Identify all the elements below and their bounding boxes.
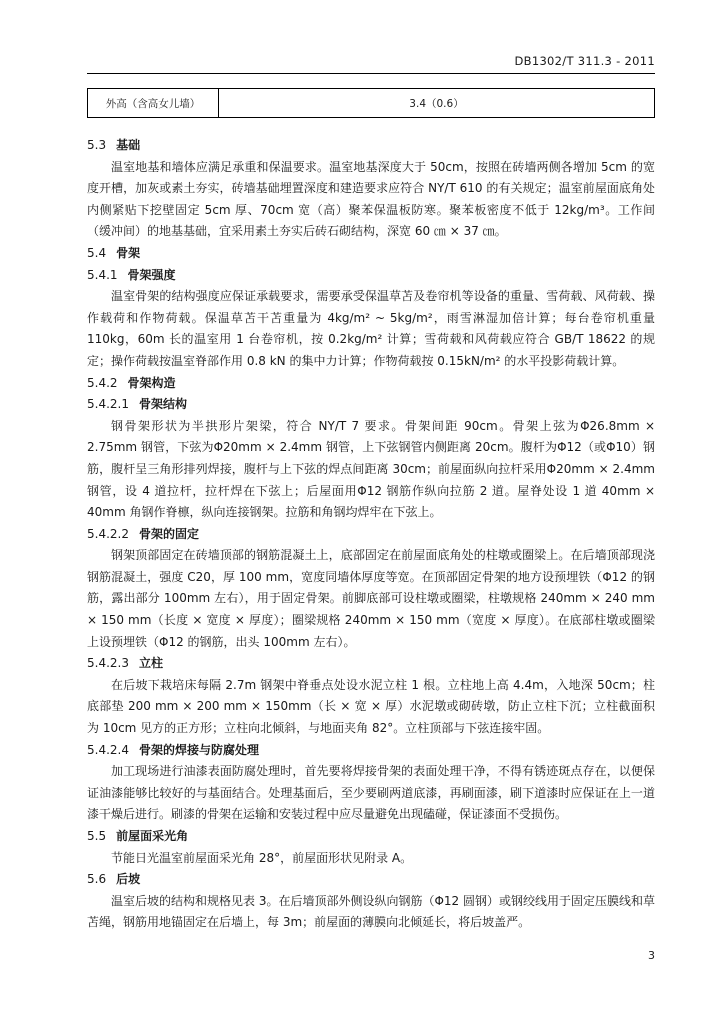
section-paragraph: 在后坡下栽培床每隔 2.7m 钢架中脊垂点处设水泥立柱 1 根。立柱地上高 4.4m，入地深 50cm；柱底部垫 200 mm × 200 mm × 150mm（长 × 宽 × 厚）水泥墩或砌砖墩，防止立柱下沉；立柱截面积为 10cm 见方的正方形；立柱向北倾斜，与地面夹角 82°。立柱顶部与下弦连接牢固。 xyxy=(87,677,655,736)
document-code: DB1302/T 311.3 - 2011 xyxy=(514,54,655,68)
section-heading: 5.4.2.4 骨架的焊接与防腐处理 xyxy=(87,742,259,757)
spec-table-row xyxy=(87,88,655,118)
section-paragraph: 加工现场进行油漆表面防腐处理时，首先要将焊接骨架的表面处理干净，不得有锈迹斑点存在，以便保证油漆能够比较好的与基面结合。处理基面后，至少要刷两道底漆，再刷面漆，刷下道漆时应保证在上一道漆干燥后进行。刷漆的骨架在运输和安装过程中应尽量避免出现磕碰，保证漆面不受损伤。 xyxy=(87,764,655,822)
section-heading: 5.3 基础 xyxy=(87,138,141,152)
header-rule xyxy=(87,73,655,74)
section-paragraph: 温室后坡的结构和规格见表 3。在后墙顶部外侧设纵向钢筋（Φ12 圆钢）或钢绞线用于固定压膜线和草苫绳，钢筋用地锚固定在后墙上，每 3m；前屋面的薄膜向北倾延长，将后坡盖严。 xyxy=(87,893,655,930)
section-paragraph: 钢架顶部固定在砖墙顶部的钢筋混凝土上，底部固定在前屋面底角处的柱墩或圈梁上。在后墙顶部现浇钢筋混凝土，强度 C20，厚 100 mm，宽度同墙体厚度等宽。在顶部固定骨架的地方设预埋铁（Φ12 的钢筋，露出部分 100mm 左右），用于固定骨架。前脚底部可设柱墩或圈梁，柱墩规格 240mm × 240 mm × 150 mm（长度 × 宽度 × 厚度）；圈梁规格 240mm × 150 mm（宽度 × 厚度）。在底部柱墩或圈梁上设预埋铁（Φ12 的钢筋，出头 100mm 左右）。 xyxy=(87,548,655,649)
page-number: 3 xyxy=(648,949,655,962)
section-heading: 5.4.1 骨架强度 xyxy=(87,267,176,282)
section-heading: 5.6 后坡 xyxy=(87,872,141,887)
section-heading: 5.4.2.3 立柱 xyxy=(87,656,163,671)
section-heading: 5.5 前屋面采光角 xyxy=(87,829,189,843)
section-paragraph: 温室地基和墙体应满足承重和保温要求。温室地基深度大于 50cm，按照在砖墙两侧各增加 5cm 的宽度开槽，加灰或素土夯实，砖墙基础埋置深度和建造要求应符合 NY/T 610 的有关规定；温室前屋面底角处内侧紧贴下挖壁固定 5cm 厚、70cm 宽（高）聚苯保温板防寒。聚苯板密度不低于 12kg/m³。工作间（缓冲间）的地基基础，宜采用素土夯实后砖石砌结构，深宽 60 ㎝ × 37 ㎝。 xyxy=(87,159,655,239)
section-heading: 5.4.2.2 骨架的固定 xyxy=(87,526,199,541)
section-heading: 5.4 骨架 xyxy=(87,245,141,260)
table-cell-label: 外高（含高女儿墙） xyxy=(88,89,219,117)
section-paragraph: 节能日光温室前屋面采光角 28°，前屋面形状见附录 A。 xyxy=(111,850,413,865)
section-heading: 5.4.2.1 骨架结构 xyxy=(87,397,187,412)
section-paragraph: 钢骨架形状为半拱形片架梁，符合 NY/T 7 要求。骨架间距 90cm。骨架上弦为Φ26.8mm × 2.75mm 钢管，下弦为Φ20mm × 2.4mm 钢管，上下弦钢管内侧距离 20cm。腹杆为Φ12（或Φ10）钢筋，腹杆呈三角形排列焊接，腹杆与上下弦的焊点间距离 30cm；前屋面纵向拉杆采用Φ20mm × 2.4mm 钢管，设 4 道拉杆，拉杆焊在下弦上；后屋面用Φ12 钢筋作纵向拉筋 2 道。屋脊处设 1 道 40mm × 40mm 角钢作脊檩，纵向连接钢架。拉筋和角钢均焊牢在下弦上。 xyxy=(87,418,655,520)
document-body xyxy=(87,135,655,934)
table-cell-value: 3.4（0.6） xyxy=(409,97,464,110)
section-heading: 5.4.2 骨架构造 xyxy=(87,375,176,390)
section-paragraph: 温室骨架的结构强度应保证承载要求，需要承受保温草苫及卷帘机等设备的重量、雪荷载、风荷载、操作载荷和作物荷载。保温草苫干苫重量为 4kg/m² ~ 5kg/m²，雨雪淋湿加倍计算；每台卷帘机重量 110kg，60m 长的温室用 1 台卷帘机，按 0.2kg/m² 计算；雪荷载和风荷载应符合 GB/T 18622 的规定；操作荷载按温室脊部作用 0.8 kN 的集中力计算；作物荷载按 0.15kN/m² 的水平投影荷载计算。 xyxy=(87,289,655,368)
